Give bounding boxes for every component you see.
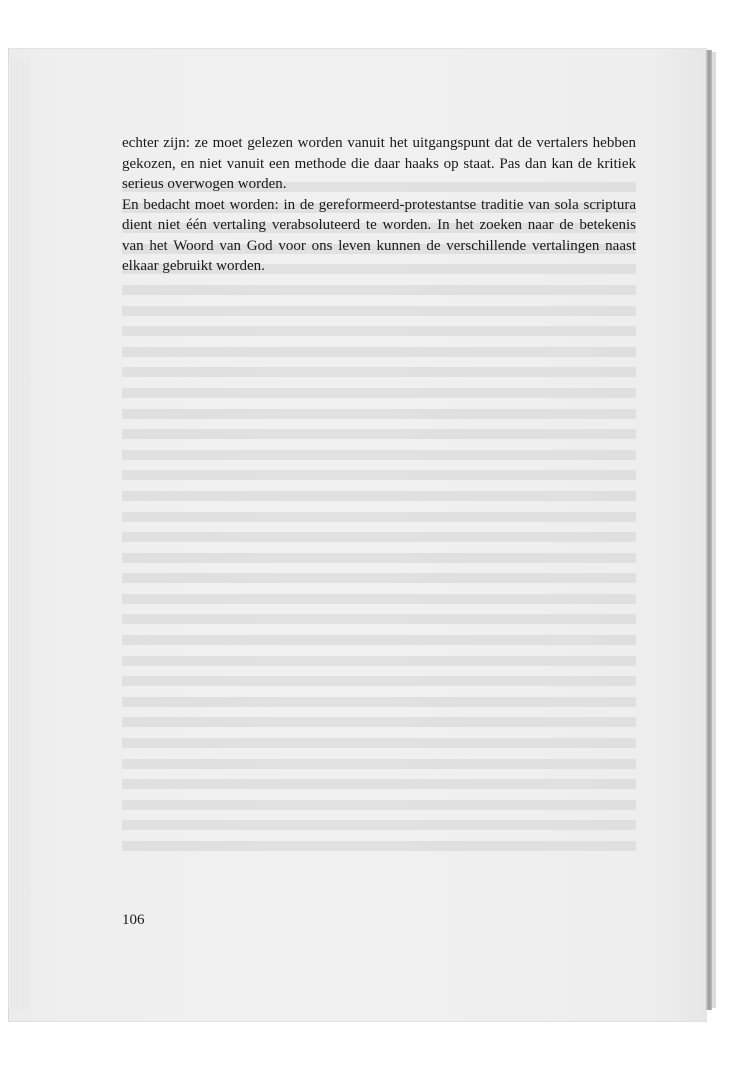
paragraph-1: echter zijn: ze moet gelezen worden vanuit het uitgangspunt dat de vertalers hebben gekozen, en niet vanuit een methode die daar haaks op staat. Pas dan kan de kritiek serieus overwogen worden. (122, 135, 636, 192)
paragraph-2: En bedacht moet worden: in de gereformeerd-protestantse traditie van sola scriptura dient niet één vertaling verabsoluteerd te worden. In het zoeken naar de betekenis van het Woord van God voor ons leven kunnen de verschillende vertalingen naast elkaar gebruikt worden. (122, 196, 636, 274)
body-text (122, 133, 636, 277)
spine-shadow (712, 52, 716, 1008)
page-stack-edge (8, 58, 30, 1010)
page-number: 106 (122, 912, 145, 928)
